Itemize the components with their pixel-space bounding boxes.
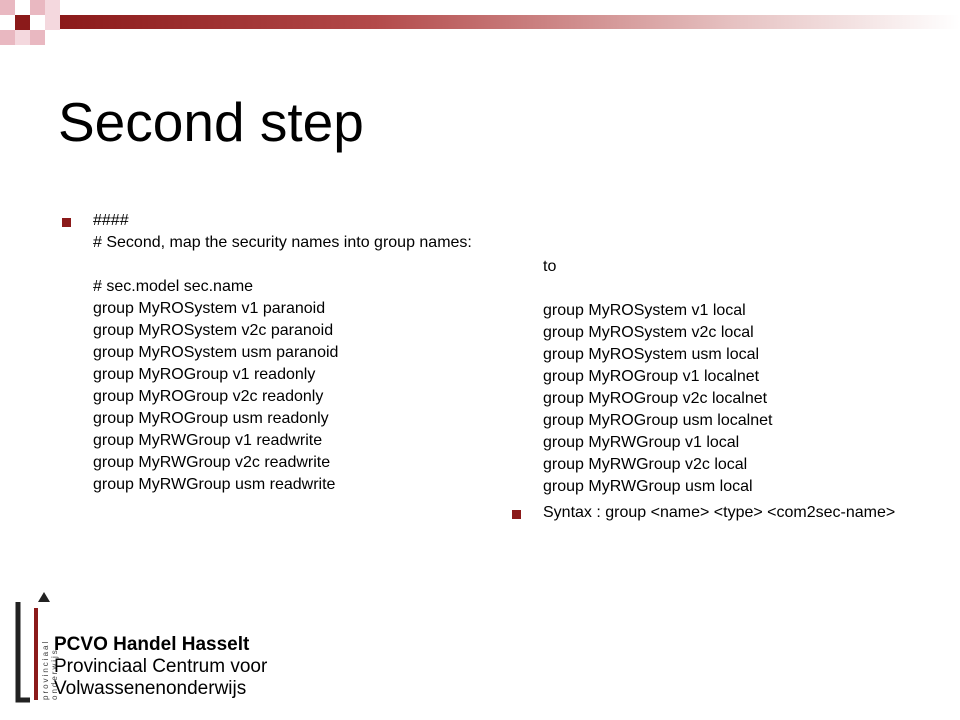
- code-line: # sec.model sec.name: [93, 278, 254, 295]
- page-title: Second step: [58, 91, 364, 153]
- spacer: [543, 278, 932, 300]
- code-line: group MyROGroup v1 readonly: [93, 366, 316, 383]
- code-line: # Second, map the security names into group names:: [93, 234, 472, 251]
- code-line: group MyROSystem usm local: [543, 346, 760, 363]
- logo-vertical-text: provinciaal onderwijs: [41, 639, 59, 700]
- header-decoration: [0, 0, 960, 60]
- logo-text: [54, 634, 267, 700]
- logo-line-2: Provinciaal Centrum voor: [54, 656, 268, 677]
- code-line: group MyRWGroup usm local: [543, 478, 753, 495]
- code-line: group MyROGroup usm readonly: [93, 410, 329, 427]
- bullet-icon: [62, 218, 71, 227]
- list-item-continuation: [512, 256, 932, 498]
- code-line: group MyROGroup usm localnet: [543, 412, 773, 429]
- pcvo-logo: [14, 590, 274, 710]
- code-line: group MyROSystem v1 paranoid: [93, 300, 326, 317]
- list-item: [62, 210, 482, 496]
- code-line: group MyROSystem v2c local: [543, 324, 754, 341]
- code-line: to: [543, 258, 557, 275]
- code-line: ####: [93, 212, 129, 229]
- code-line: group MyRWGroup v1 local: [543, 434, 740, 451]
- code-line: group MyRWGroup v2c local: [543, 456, 748, 473]
- logo-brand: PCVO Handel Hasselt: [54, 634, 250, 655]
- logo-line-3: Volwassenenonderwijs: [54, 678, 247, 699]
- list-item: [512, 502, 932, 524]
- left-content: [62, 210, 482, 496]
- syntax-text: Syntax : group <name> <type> <com2sec-name>: [543, 504, 896, 521]
- code-line: group MyRWGroup v2c readwrite: [93, 454, 331, 471]
- code-line: group MyROSystem v1 local: [543, 302, 746, 319]
- code-line: group MyROGroup v1 localnet: [543, 368, 760, 385]
- bullet-icon: [512, 510, 521, 519]
- code-line: group MyRWGroup usm readwrite: [93, 476, 336, 493]
- spacer: [93, 254, 482, 276]
- code-line: group MyROGroup v2c readonly: [93, 388, 324, 405]
- right-content: [512, 256, 932, 524]
- code-line: group MyROSystem v2c paranoid: [93, 322, 334, 339]
- code-line: group MyRWGroup v1 readwrite: [93, 432, 323, 449]
- code-line: group MyROGroup v2c localnet: [543, 390, 768, 407]
- code-line: group MyROSystem usm paranoid: [93, 344, 339, 361]
